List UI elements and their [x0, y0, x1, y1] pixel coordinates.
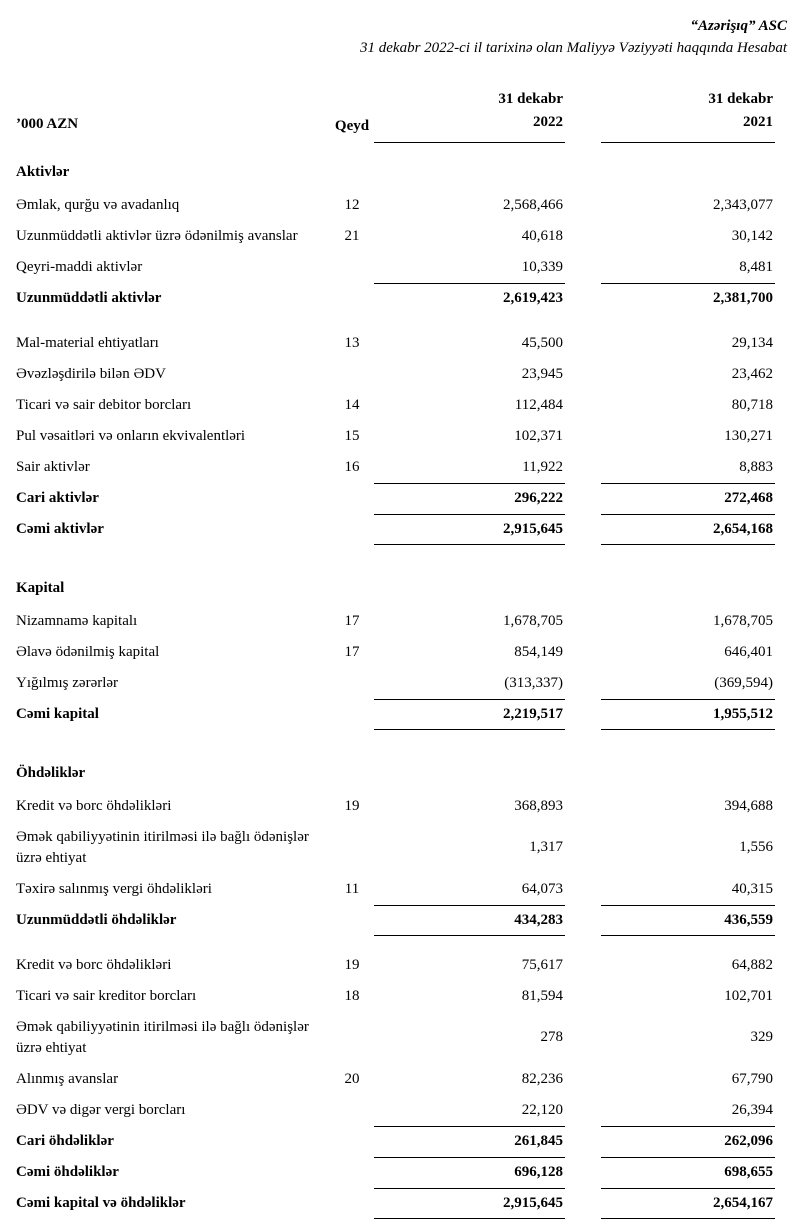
value-2021: 262,096 — [601, 1126, 775, 1157]
value-2021: (369,594) — [714, 674, 773, 691]
column-gap — [565, 950, 601, 981]
table-row — [16, 1188, 775, 1219]
value-2022: 434,283 — [374, 905, 565, 936]
period-label-2022: 31 dekabr — [498, 90, 563, 107]
table-row — [16, 874, 775, 905]
row-note — [330, 668, 374, 699]
table-row — [16, 699, 775, 730]
table-row — [16, 637, 775, 668]
row-label: Sair aktivlər — [16, 458, 90, 475]
column-gap — [565, 822, 601, 874]
value-2021: 8,883 — [739, 458, 773, 475]
column-gap — [565, 390, 601, 421]
column-gap — [565, 190, 601, 221]
row-label: Öhdəliklər — [16, 764, 86, 781]
row-label: Aktivlər — [16, 163, 70, 180]
row-note — [330, 143, 374, 190]
row-note: 15 — [344, 427, 360, 444]
value-2021: 40,315 — [731, 880, 773, 897]
row-note — [330, 283, 374, 314]
column-gap — [565, 905, 601, 936]
table-row — [16, 390, 775, 421]
row-note: 17 — [344, 612, 360, 629]
value-2022: 23,945 — [521, 365, 563, 382]
value-2021: 2,343,077 — [713, 196, 773, 213]
table-row — [16, 668, 775, 699]
column-gap — [565, 421, 601, 452]
column-gap — [565, 143, 601, 190]
table-row — [16, 452, 775, 483]
note-column-header: Qeyd — [334, 117, 370, 134]
column-gap — [565, 1064, 601, 1095]
table-row — [16, 905, 775, 936]
value-2021: 394,688 — [724, 797, 773, 814]
row-label: Cari öhdəliklər — [16, 1132, 114, 1149]
row-note — [330, 359, 374, 390]
value-2022: 75,617 — [521, 956, 563, 973]
value-2022: 2,219,517 — [374, 699, 565, 730]
row-note: 13 — [344, 334, 360, 351]
column-gap — [565, 668, 601, 699]
row-label: Pul vəsaitləri və onların ekvivalentləri — [16, 427, 246, 444]
value-2021: 646,401 — [724, 643, 773, 660]
column-gap — [565, 981, 601, 1012]
column-gap — [565, 1188, 601, 1219]
row-label: Əlavə ödənilmiş kapital — [16, 643, 160, 660]
column-gap — [565, 283, 601, 314]
column-gap — [565, 1157, 601, 1188]
row-label: Ticari və sair debitor borcları — [16, 396, 192, 413]
row-label: Kredit və borc öhdəlikləri — [16, 797, 172, 814]
column-gap — [565, 1012, 601, 1064]
value-2022: (313,337) — [504, 674, 563, 691]
value-2021: 329 — [750, 1029, 773, 1045]
row-note: 11 — [344, 880, 360, 897]
row-label: Kapital — [16, 579, 65, 596]
value-2021: 2,654,167 — [601, 1188, 775, 1219]
value-2021: 272,468 — [601, 483, 775, 514]
row-note — [330, 483, 374, 514]
table-row — [16, 1095, 775, 1126]
document-header — [16, 16, 787, 60]
row-note: 14 — [344, 396, 360, 413]
value-2021 — [601, 143, 775, 190]
value-2021: 1,678,705 — [713, 612, 773, 629]
row-note — [330, 1126, 374, 1157]
row-label: Cari aktivlər — [16, 489, 99, 506]
row-label: Əmlak, qurğu və avadanlıq — [16, 196, 180, 213]
column-gap — [565, 559, 601, 606]
value-2021: 64,882 — [731, 956, 773, 973]
value-2021: 23,462 — [731, 365, 773, 382]
row-note — [330, 559, 374, 606]
table-row — [16, 359, 775, 390]
value-2021: 1,556 — [739, 839, 773, 855]
table-row — [16, 1126, 775, 1157]
table-body — [16, 143, 775, 1219]
table-row — [16, 190, 775, 221]
row-label: Uzunmüddətli öhdəliklər — [16, 911, 177, 928]
row-label: ƏDV və digər vergi borcları — [16, 1101, 186, 1118]
year-label-2022: 2022 — [533, 113, 563, 130]
column-header-2022 — [374, 88, 565, 143]
company-name: “Azərişıq” ASC — [690, 18, 787, 34]
column-gap — [565, 328, 601, 359]
value-2022: 296,222 — [374, 483, 565, 514]
column-gap — [565, 359, 601, 390]
value-2022: 696,128 — [374, 1157, 565, 1188]
section-header-row — [16, 143, 775, 190]
table-row — [16, 791, 775, 822]
row-note — [330, 252, 374, 283]
value-2022: 1,317 — [529, 839, 563, 855]
row-note: 12 — [344, 196, 360, 213]
value-2021: 8,481 — [739, 258, 773, 275]
table-row — [16, 421, 775, 452]
row-note: 17 — [344, 643, 360, 660]
value-2021: 2,381,700 — [601, 283, 775, 314]
value-2021: 80,718 — [731, 396, 773, 413]
table-row — [16, 950, 775, 981]
year-label-2021: 2021 — [743, 113, 773, 130]
row-label: Uzunmüddətli aktivlər — [16, 289, 162, 306]
value-2021: 26,394 — [731, 1101, 773, 1118]
row-note: 19 — [344, 956, 360, 973]
table-row — [16, 1157, 775, 1188]
row-label: Mal-material ehtiyatları — [16, 334, 159, 351]
value-2021 — [601, 744, 775, 791]
period-label-2021: 31 dekabr — [708, 90, 773, 107]
value-2022: 2,619,423 — [374, 283, 565, 314]
value-2021: 130,271 — [724, 427, 773, 444]
column-gap — [565, 791, 601, 822]
table-row — [16, 514, 775, 545]
table-header-row — [16, 88, 775, 143]
value-2022: 2,568,466 — [503, 196, 563, 213]
value-2022: 368,893 — [514, 797, 563, 814]
column-gap — [565, 874, 601, 905]
row-note — [330, 744, 374, 791]
row-label: Alınmış avanslar — [16, 1070, 119, 1087]
value-2022: 102,371 — [514, 427, 563, 444]
column-gap — [565, 514, 601, 545]
document-title: 31 dekabr 2022-ci il tarixinə olan Maliyyə Vəziyyəti haqqında Hesabat — [360, 39, 787, 56]
value-2021: 67,790 — [731, 1070, 773, 1087]
row-label: Cəmi aktivlər — [16, 520, 104, 537]
value-2022: 82,236 — [521, 1070, 563, 1087]
row-label: Ticari və sair kreditor borcları — [16, 987, 197, 1004]
value-2022 — [374, 744, 565, 791]
section-header-row — [16, 559, 775, 606]
table-row — [16, 606, 775, 637]
value-2022: 40,618 — [521, 227, 563, 244]
value-2021: 30,142 — [731, 227, 773, 244]
value-2021 — [601, 559, 775, 606]
row-note: 18 — [344, 987, 360, 1004]
value-2022: 261,845 — [374, 1126, 565, 1157]
value-2022: 11,922 — [522, 458, 563, 475]
table-row — [16, 283, 775, 314]
value-2021: 436,559 — [601, 905, 775, 936]
table-row — [16, 328, 775, 359]
row-label: Əmək qabiliyyətinin itirilməsi ilə bağlı ödənişlər üzrə ehtiyat — [16, 828, 309, 866]
column-gap — [565, 637, 601, 668]
row-note — [330, 514, 374, 545]
value-2021: 102,701 — [724, 987, 773, 1004]
row-label: Nizamnamə kapitalı — [16, 612, 138, 629]
column-gap — [565, 452, 601, 483]
row-note: 21 — [344, 227, 360, 244]
table-row — [16, 1064, 775, 1095]
value-2022: 1,678,705 — [503, 612, 563, 629]
section-header-row — [16, 744, 775, 791]
column-gap — [565, 606, 601, 637]
value-2022: 10,339 — [521, 258, 563, 275]
value-2022: 81,594 — [521, 987, 563, 1004]
column-gap — [565, 744, 601, 791]
row-note: 16 — [344, 458, 360, 475]
row-label: Cəmi kapital və öhdəliklər — [16, 1194, 186, 1211]
value-2021: 698,655 — [601, 1157, 775, 1188]
column-gap — [565, 699, 601, 730]
row-label: Əmək qabiliyyətinin itirilməsi ilə bağlı ödənişlər üzrə ehtiyat — [16, 1018, 309, 1056]
value-2022: 2,915,645 — [374, 1188, 565, 1219]
value-2022: 112,484 — [514, 396, 563, 413]
value-2022 — [374, 143, 565, 190]
row-label: Uzunmüddətli aktivlər üzrə ödənilmiş avanslar — [16, 227, 298, 244]
unit-header: ’000 AZN — [16, 115, 79, 132]
row-note — [330, 1188, 374, 1219]
row-label: Cəmi öhdəliklər — [16, 1163, 119, 1180]
value-2022: 64,073 — [521, 880, 563, 897]
column-gap — [565, 221, 601, 252]
value-2022: 22,120 — [521, 1101, 563, 1118]
table-row — [16, 822, 775, 874]
row-note — [330, 699, 374, 730]
value-2022 — [374, 559, 565, 606]
value-2021: 2,654,168 — [601, 514, 775, 545]
row-note — [330, 1012, 374, 1064]
column-header-2021 — [601, 88, 775, 143]
row-note — [330, 905, 374, 936]
value-2022: 278 — [540, 1029, 563, 1045]
value-2022: 45,500 — [521, 334, 563, 351]
column-gap — [565, 252, 601, 283]
row-note — [330, 822, 374, 874]
table-row — [16, 981, 775, 1012]
row-label: Əvəzləşdirilə bilən ƏDV — [16, 365, 166, 382]
row-label: Cəmi kapital — [16, 705, 99, 722]
table-row — [16, 483, 775, 514]
table-row — [16, 221, 775, 252]
value-2022: 2,915,645 — [374, 514, 565, 545]
row-label: Təxirə salınmış vergi öhdəlikləri — [16, 880, 212, 897]
row-label: Yığılmış zərərlər — [16, 674, 119, 691]
balance-sheet-table — [16, 88, 775, 1219]
row-note — [330, 1095, 374, 1126]
value-2021: 29,134 — [731, 334, 773, 351]
table-row — [16, 1012, 775, 1064]
row-label: Kredit və borc öhdəlikləri — [16, 956, 172, 973]
column-gap — [565, 1095, 601, 1126]
row-label: Qeyri-maddi aktivlər — [16, 258, 143, 275]
row-note — [330, 1157, 374, 1188]
table-row — [16, 252, 775, 283]
value-2022: 854,149 — [514, 643, 563, 660]
column-gap — [565, 483, 601, 514]
row-note: 19 — [344, 797, 360, 814]
row-note: 20 — [344, 1070, 360, 1087]
value-2021: 1,955,512 — [601, 699, 775, 730]
column-gap — [565, 1126, 601, 1157]
